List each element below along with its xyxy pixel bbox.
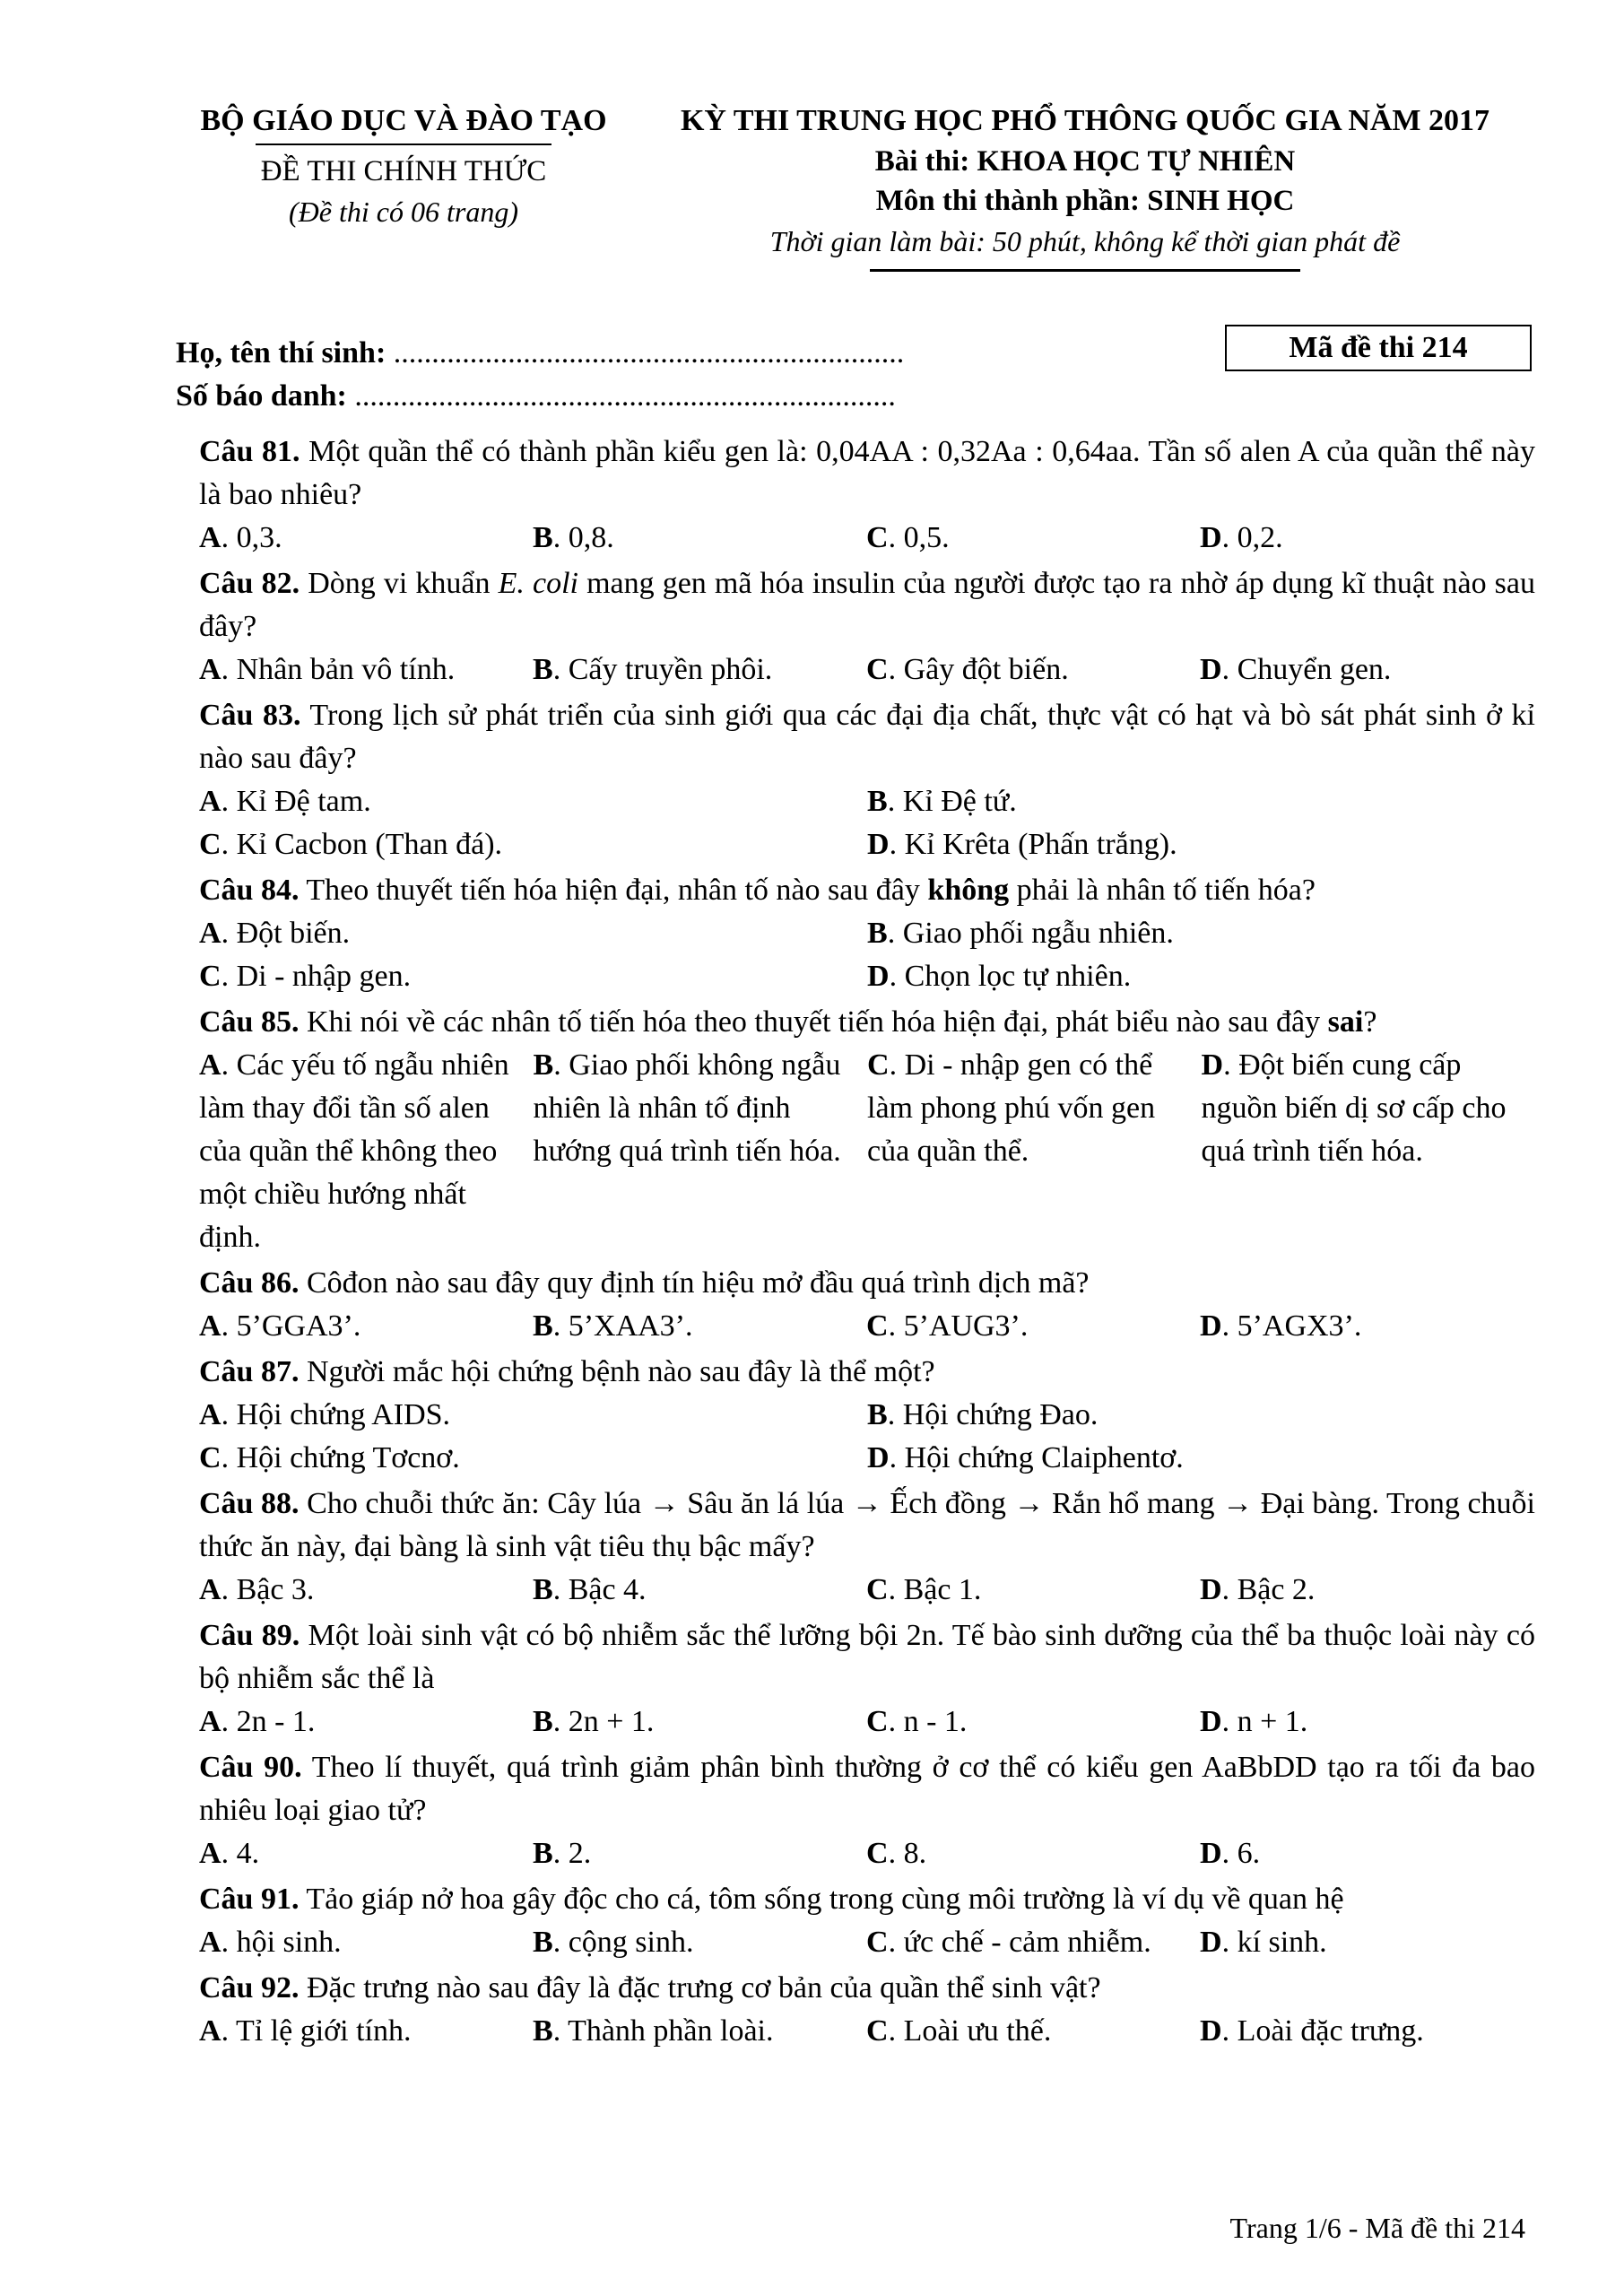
question-text-pre: Khi nói về các nhân tố tiến hóa theo thuyết tiến hóa hiện đại, phát biểu nào sau đây [306, 1005, 1328, 1039]
answer-options [199, 2010, 1535, 2053]
question-text: Đặc trưng nào sau đây là đặc trưng cơ bản của quần thể sinh vật? [306, 1971, 1101, 2005]
option-text: . Kỉ Đệ tứ. [887, 785, 1017, 818]
option-text: . Thành phần loài. [552, 2014, 774, 2048]
question-stem [199, 1967, 1535, 2010]
question [199, 1262, 1535, 1348]
official-label: ĐỀ THI CHÍNH THỨC [260, 155, 547, 187]
question-number: Câu 90. [199, 1751, 302, 1784]
question-keyword: không [927, 874, 1010, 907]
answer-option [199, 1044, 534, 1259]
question-text: ? [1363, 1005, 1377, 1039]
question-text: mang gen mã hóa insulin của người được tạo ra nhờ áp dụng kĩ thuật nào sau đây? [199, 567, 1535, 643]
question-number: Câu 85. [199, 1005, 300, 1039]
option-text: . ức chế - cảm nhiễm. [888, 1926, 1151, 1959]
option-text: . hội sinh. [221, 1926, 342, 1959]
option-text: . Bậc 3. [221, 1573, 315, 1606]
question-number: Câu 84. [199, 874, 300, 907]
answer-option [866, 1832, 1200, 1875]
candidate-info [176, 332, 904, 418]
option-text: . Chọn lọc tự nhiên. [889, 960, 1132, 993]
question-stem [199, 1262, 1535, 1305]
answer-options [199, 517, 1535, 560]
option-text: . 0,8. [552, 521, 614, 554]
answer-options [199, 1044, 1535, 1259]
option-key: D [1200, 1837, 1222, 1870]
answer-option [1200, 517, 1533, 560]
option-key: B [533, 1837, 553, 1870]
option-key: A [199, 1705, 221, 1738]
subject: Môn thi thành phần: SINH HỌC [875, 185, 1295, 217]
option-text: . Kỉ Cacbon (Than đá). [221, 828, 503, 861]
option-key: C [866, 1926, 889, 1959]
question [199, 1001, 1535, 1259]
answer-option [1200, 2010, 1533, 2053]
question-text: Một quần thể có thành phần kiểu gen là: 0,04AA : 0,32Aa : 0,64aa. Tần số alen A của quần thể này là bao nhiêu? [199, 435, 1535, 511]
option-key: B [867, 785, 888, 818]
question-stem [199, 562, 1535, 648]
option-key: C [866, 1573, 889, 1606]
option-key: B [533, 1048, 554, 1082]
pages-note: (Đề thi có 06 trang) [289, 196, 518, 228]
answer-option [866, 648, 1200, 691]
question-list [199, 430, 1535, 2056]
answer-option [199, 1394, 867, 1437]
question-stem [199, 1878, 1535, 1921]
question-text: Côđon nào sau đây quy định tín hiệu mở đầu quá trình dịch mã? [306, 1266, 1090, 1300]
answer-options [199, 1921, 1535, 1964]
question-text-pre: Dòng vi khuẩn [308, 567, 499, 600]
answer-option [199, 1569, 533, 1612]
question [199, 869, 1535, 998]
option-key: D [1200, 1573, 1222, 1606]
question [199, 1351, 1535, 1480]
answer-option [533, 2010, 866, 2053]
answer-option [866, 2010, 1200, 2053]
question-text: Cho chuỗi thức ăn: Cây lúa → Sâu ăn lá lúa → Ếch đồng → Rắn hổ mang → Đại bàng. Trong chuỗi thức ăn này, đại bàng là sinh vật tiêu thụ bậc mấy? [199, 1487, 1535, 1563]
subject-group: Bài thi: KHOA HỌC TỰ NHIÊN [874, 145, 1296, 178]
option-text: . 0,5. [888, 521, 950, 554]
question-stem [199, 1483, 1535, 1569]
header-left [179, 100, 628, 231]
option-text: . 4. [221, 1837, 260, 1870]
answer-option [867, 1437, 1535, 1480]
question-text-pre: Theo thuyết tiến hóa hiện đại, nhân tố nào sau đây [306, 874, 928, 907]
option-key: A [199, 2014, 221, 2048]
answer-option [1200, 1569, 1533, 1612]
option-key: B [533, 1926, 553, 1959]
option-text: . 2n - 1. [221, 1705, 316, 1738]
option-key: B [533, 1309, 553, 1343]
option-text: . n + 1. [1221, 1705, 1308, 1738]
question [199, 430, 1535, 560]
answer-option [866, 1569, 1200, 1612]
header-right [646, 100, 1524, 272]
option-text: . 5’AGX3’. [1221, 1309, 1362, 1343]
answer-option [1200, 1832, 1533, 1875]
answer-option [199, 912, 867, 955]
option-key: B [533, 653, 553, 686]
question-stem [199, 1614, 1535, 1700]
option-text: . 5’GGA3’. [221, 1309, 361, 1343]
option-key: A [199, 1398, 221, 1431]
option-key: C [866, 521, 889, 554]
answer-option [199, 955, 867, 998]
answer-option [199, 1700, 533, 1744]
answer-option [1200, 1305, 1533, 1348]
answer-option [199, 1437, 867, 1480]
question-text: Theo lí thuyết, quá trình giảm phân bình thường ở cơ thể có kiểu gen AaBbDD tạo ra tối đa bao nhiêu loại giao tử? [199, 1751, 1535, 1827]
answer-option [1202, 1044, 1536, 1259]
option-key: C [866, 653, 889, 686]
answer-option [866, 1921, 1200, 1964]
option-key: D [867, 960, 890, 993]
question-stem [199, 869, 1535, 912]
question [199, 694, 1535, 866]
question-stem [199, 1351, 1535, 1394]
option-key: C [199, 1441, 221, 1474]
exam-title: KỲ THI TRUNG HỌC PHỔ THÔNG QUỐC GIA NĂM 2017 [680, 104, 1490, 137]
answer-option [1200, 1700, 1533, 1744]
question-text: Trong lịch sử phát triển của sinh giới qua các đại địa chất, thực vật có hạt và bò sát phát sinh ở kỉ nào sau đây? [199, 699, 1535, 775]
option-text: . 8. [888, 1837, 927, 1870]
option-text: . Bậc 2. [1221, 1573, 1316, 1606]
option-text: . Bậc 4. [552, 1573, 647, 1606]
question-number: Câu 89. [199, 1619, 300, 1652]
option-text: . 0,2. [1221, 521, 1283, 554]
option-key: C [199, 960, 221, 993]
candidate-id-label: Số báo danh: [176, 379, 347, 413]
option-text: . Loài ưu thế. [888, 2014, 1052, 2048]
page-footer: Trang 1/6 - Mã đề thi 214 [1229, 2212, 1525, 2244]
option-text: . Loài đặc trưng. [1221, 2014, 1424, 2048]
option-key: A [199, 653, 221, 686]
option-text: . Nhân bản vô tính. [221, 653, 456, 686]
answer-option [1200, 648, 1533, 691]
option-key: B [533, 2014, 553, 2048]
option-key: D [1200, 2014, 1222, 2048]
candidate-id-dots: ....................................................................... [354, 379, 896, 413]
option-key: C [866, 2014, 889, 2048]
option-text: . Kỉ Đệ tam. [221, 785, 371, 818]
answer-option [533, 1569, 866, 1612]
option-text: . 2n + 1. [552, 1705, 655, 1738]
answer-options [199, 780, 1535, 866]
answer-option [867, 823, 1535, 866]
exam-code-box: Mã đề thi 214 [1225, 325, 1532, 371]
option-key: C [866, 1309, 889, 1343]
option-text: . cộng sinh. [552, 1926, 694, 1959]
answer-option [199, 780, 867, 823]
question [199, 1483, 1535, 1612]
answer-option [199, 1305, 533, 1348]
option-key: A [199, 521, 221, 554]
option-text: . 6. [1221, 1837, 1261, 1870]
option-key: B [533, 1705, 553, 1738]
answer-option [533, 517, 866, 560]
answer-option [866, 1700, 1200, 1744]
answer-option [1200, 1921, 1533, 1964]
option-key: D [867, 828, 890, 861]
question-number: Câu 81. [199, 435, 300, 468]
option-text: . 5’XAA3’. [552, 1309, 693, 1343]
answer-option [867, 955, 1535, 998]
option-key: D [1200, 1926, 1222, 1959]
option-text: . Đột biến cung cấp nguồn biến dị sơ cấp cho quá trình tiến hóa. [1201, 1048, 1507, 1168]
option-text: . Đột biến. [221, 917, 351, 950]
option-key: C [866, 1705, 889, 1738]
answer-option [533, 1832, 866, 1875]
option-text: . Bậc 1. [888, 1573, 982, 1606]
answer-options [199, 1700, 1535, 1744]
option-key: C [867, 1048, 890, 1082]
option-text: . Kỉ Krêta (Phấn trắng). [889, 828, 1177, 861]
question-number: Câu 82. [199, 567, 300, 600]
answer-option [534, 1044, 868, 1259]
answer-option [533, 1700, 866, 1744]
answer-options [199, 912, 1535, 998]
option-text: . 2. [552, 1837, 592, 1870]
answer-option [866, 1305, 1200, 1348]
header-rule-right [870, 269, 1300, 272]
question-italic: E. coli [498, 567, 578, 600]
option-text: . Di - nhập gen có thể làm phong phú vốn gen của quần thể. [867, 1048, 1156, 1168]
option-key: D [1200, 1705, 1222, 1738]
option-text: . Giao phối ngẫu nhiên. [887, 917, 1174, 950]
question [199, 1746, 1535, 1875]
answer-option [199, 1921, 533, 1964]
question [199, 1614, 1535, 1744]
question-number: Câu 88. [199, 1487, 300, 1520]
option-key: A [199, 785, 221, 818]
option-key: B [867, 917, 888, 950]
option-key: B [867, 1398, 888, 1431]
answer-option [199, 2010, 533, 2053]
option-text: . Hội chứng Đao. [887, 1398, 1099, 1431]
question-number: Câu 87. [199, 1355, 300, 1388]
option-text: . Hội chứng Claiphentơ. [889, 1441, 1184, 1474]
option-key: C [199, 828, 221, 861]
question-stem [199, 1746, 1535, 1832]
candidate-name-line [176, 332, 904, 375]
question [199, 1967, 1535, 2053]
option-text: . Cấy truyền phôi. [552, 653, 773, 686]
option-text: . Di - nhập gen. [221, 960, 412, 993]
option-key: C [866, 1837, 889, 1870]
option-key: B [533, 521, 553, 554]
option-key: D [867, 1441, 890, 1474]
option-text: . Các yếu tố ngẫu nhiên làm thay đổi tần số alen của quần thể không theo một chiều hướng nhất định. [199, 1048, 509, 1254]
option-text: . Hội chứng AIDS. [221, 1398, 451, 1431]
answer-option [199, 517, 533, 560]
option-text: . n - 1. [888, 1705, 968, 1738]
answer-options [199, 1305, 1535, 1348]
answer-option [866, 517, 1200, 560]
answer-option [867, 1044, 1202, 1259]
candidate-id-line [176, 375, 904, 418]
candidate-name-dots: ................................................................... [393, 336, 905, 370]
question-text: Một loài sinh vật có bộ nhiễm sắc thể lưỡng bội 2n. Tế bào sinh dưỡng của thể ba thuộc loài này có bộ nhiễm sắc thể là [199, 1619, 1536, 1695]
question-text: phải là nhân tố tiến hóa? [1009, 874, 1316, 907]
answer-option [533, 1921, 866, 1964]
question-stem [199, 430, 1535, 517]
question-number: Câu 92. [199, 1971, 300, 2005]
answer-option [199, 648, 533, 691]
ministry-name: BỘ GIÁO DỤC VÀ ĐÀO TẠO [200, 104, 607, 137]
question-number: Câu 86. [199, 1266, 300, 1300]
candidate-name-label: Họ, tên thí sinh: [176, 336, 386, 370]
option-key: A [199, 1837, 221, 1870]
option-key: B [533, 1573, 553, 1606]
answer-option [867, 1394, 1535, 1437]
option-key: D [1201, 1048, 1224, 1082]
option-text: . 5’AUG3’. [888, 1309, 1029, 1343]
question-number: Câu 91. [199, 1883, 300, 1916]
question-keyword: sai [1327, 1005, 1364, 1039]
option-text: . Chuyển gen. [1221, 653, 1392, 686]
question-text: Người mắc hội chứng bệnh nào sau đây là thể một? [306, 1355, 935, 1388]
option-key: A [199, 917, 221, 950]
answer-option [533, 1305, 866, 1348]
answer-option [533, 648, 866, 691]
option-text: . kí sinh. [1221, 1926, 1327, 1959]
answer-options [199, 1832, 1535, 1875]
option-key: D [1200, 653, 1222, 686]
answer-option [199, 1832, 533, 1875]
answer-option [199, 823, 867, 866]
option-key: D [1200, 1309, 1222, 1343]
answer-options [199, 648, 1535, 691]
question-stem [199, 694, 1535, 780]
question-stem [199, 1001, 1535, 1044]
time-note: Thời gian làm bài: 50 phút, không kể thời gian phát đề [769, 225, 1401, 257]
question-number: Câu 83. [199, 699, 301, 732]
header-rule-left [256, 144, 551, 145]
answer-options [199, 1394, 1535, 1480]
option-key: A [199, 1926, 221, 1959]
question [199, 1878, 1535, 1964]
option-text: . Tỉ lệ giới tính. [221, 2014, 412, 2048]
option-key: A [199, 1309, 221, 1343]
option-key: A [199, 1048, 221, 1082]
option-text: . Hội chứng Tơcnơ. [221, 1441, 460, 1474]
option-text: . Gây đột biến. [888, 653, 1069, 686]
option-text: . 0,3. [221, 521, 282, 554]
answer-option [867, 912, 1535, 955]
option-text: . Giao phối không ngẫu nhiên là nhân tố định hướng quá trình tiến hóa. [533, 1048, 841, 1168]
option-key: A [199, 1573, 221, 1606]
question [199, 562, 1535, 691]
option-key: D [1200, 521, 1222, 554]
answer-option [867, 780, 1535, 823]
answer-options [199, 1569, 1535, 1612]
question-text: Tảo giáp nở hoa gây độc cho cá, tôm sống trong cùng môi trường là ví dụ về quan hệ [306, 1883, 1344, 1916]
